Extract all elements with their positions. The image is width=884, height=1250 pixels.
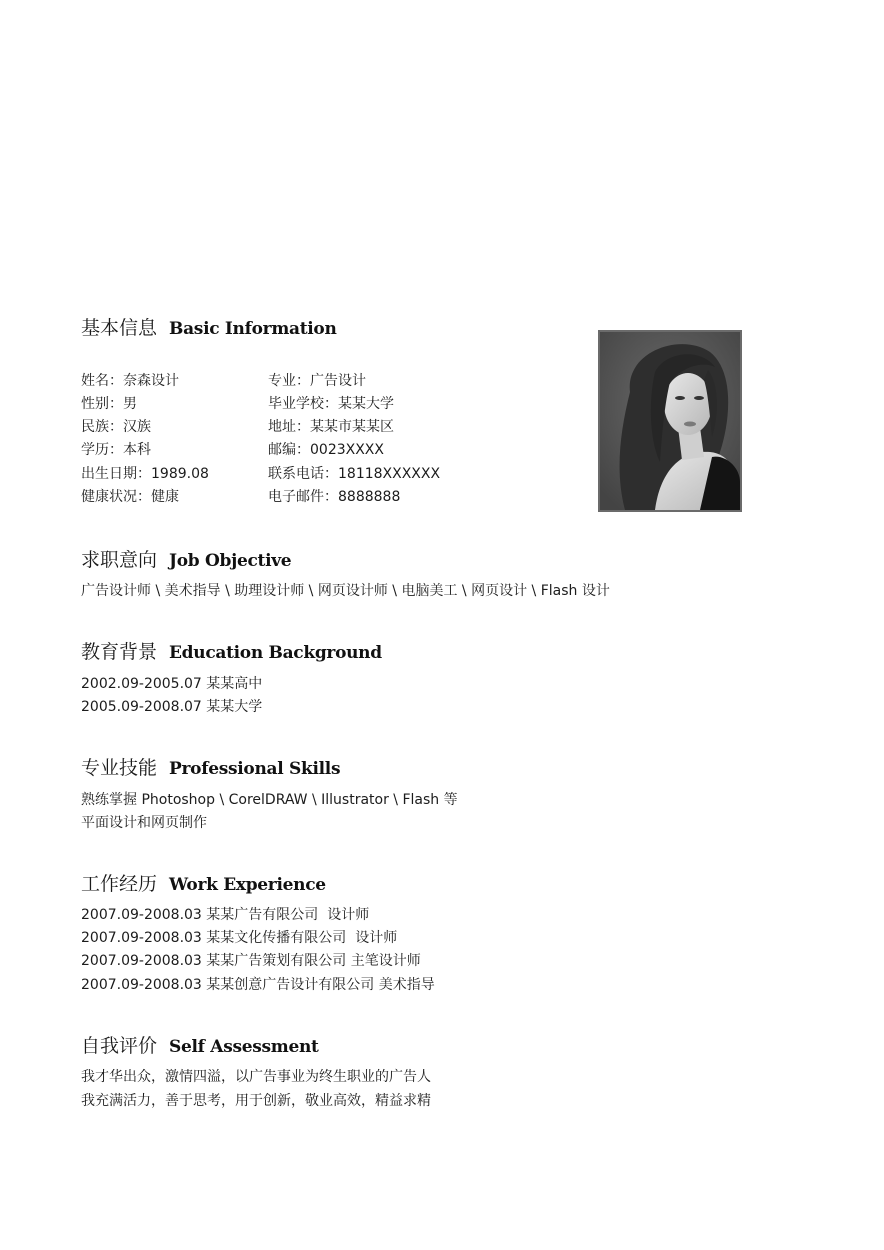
info-birthdate: 出生日期：1989.08	[81, 466, 209, 482]
job-objective-heading	[81, 545, 291, 572]
heading-zh: 基本信息	[81, 317, 158, 339]
heading-en: Work Experience	[169, 875, 326, 895]
portrait-photo	[598, 330, 742, 512]
job-objective-text: 广告设计师 \ 美术指导 \ 助理设计师 \ 网页设计师 \ 电脑美工 \ 网页设计 \ Flash 设计	[81, 583, 610, 599]
info-ethnicity: 民族：汉族	[81, 419, 151, 435]
education-heading	[81, 637, 382, 664]
heading-zh: 自我评价	[81, 1035, 158, 1057]
skills-line: 平面设计和网页制作	[81, 815, 207, 831]
self-assessment-heading	[81, 1031, 319, 1058]
heading-en: Job Objective	[169, 551, 292, 571]
work-item: 2007.09-2008.03 某某文化传播有限公司 设计师	[81, 930, 398, 946]
heading-en: Basic Information	[169, 319, 337, 339]
work-heading	[81, 869, 326, 896]
skills-line: 熟练掌握 Photoshop \ CorelDRAW \ Illustrator \ Flash 等	[81, 792, 458, 808]
info-health: 健康状况：健康	[81, 489, 179, 505]
work-item: 2007.09-2008.03 某某广告有限公司 设计师	[81, 907, 370, 923]
heading-en: Self Assessment	[169, 1037, 319, 1057]
basic-info-heading	[81, 313, 337, 340]
portrait-image-icon	[600, 332, 740, 510]
heading-en: Professional Skills	[169, 759, 341, 779]
education-item: 2002.09-2005.07 某某高中	[81, 676, 263, 692]
info-email: 电子邮件：8888888	[268, 489, 401, 505]
skills-heading	[81, 753, 340, 780]
work-item: 2007.09-2008.03 某某创意广告设计有限公司 美术指导	[81, 977, 435, 993]
info-gender: 性别：男	[81, 396, 137, 412]
heading-zh: 工作经历	[81, 873, 158, 895]
info-phone: 联系电话：18118XXXXXX	[268, 466, 441, 482]
heading-en: Education Background	[169, 643, 382, 663]
self-assessment-line: 我才华出众，激情四溢，以广告事业为终生职业的广告人	[81, 1069, 431, 1085]
heading-zh: 求职意向	[81, 549, 158, 571]
self-assessment-line: 我充满活力，善于思考，用于创新，敬业高效，精益求精	[81, 1093, 431, 1109]
info-degree: 学历：本科	[81, 442, 151, 458]
info-postcode: 邮编：0023XXXX	[268, 442, 384, 458]
info-name: 姓名：奈森设计	[81, 373, 179, 389]
work-item: 2007.09-2008.03 某某广告策划有限公司 主笔设计师	[81, 953, 421, 969]
heading-zh: 专业技能	[81, 757, 158, 779]
info-school: 毕业学校：某某大学	[268, 396, 394, 412]
education-item: 2005.09-2008.07 某某大学	[81, 699, 263, 715]
heading-zh: 教育背景	[81, 641, 158, 663]
info-address: 地址：某某市某某区	[268, 419, 394, 435]
info-major: 专业：广告设计	[268, 373, 366, 389]
